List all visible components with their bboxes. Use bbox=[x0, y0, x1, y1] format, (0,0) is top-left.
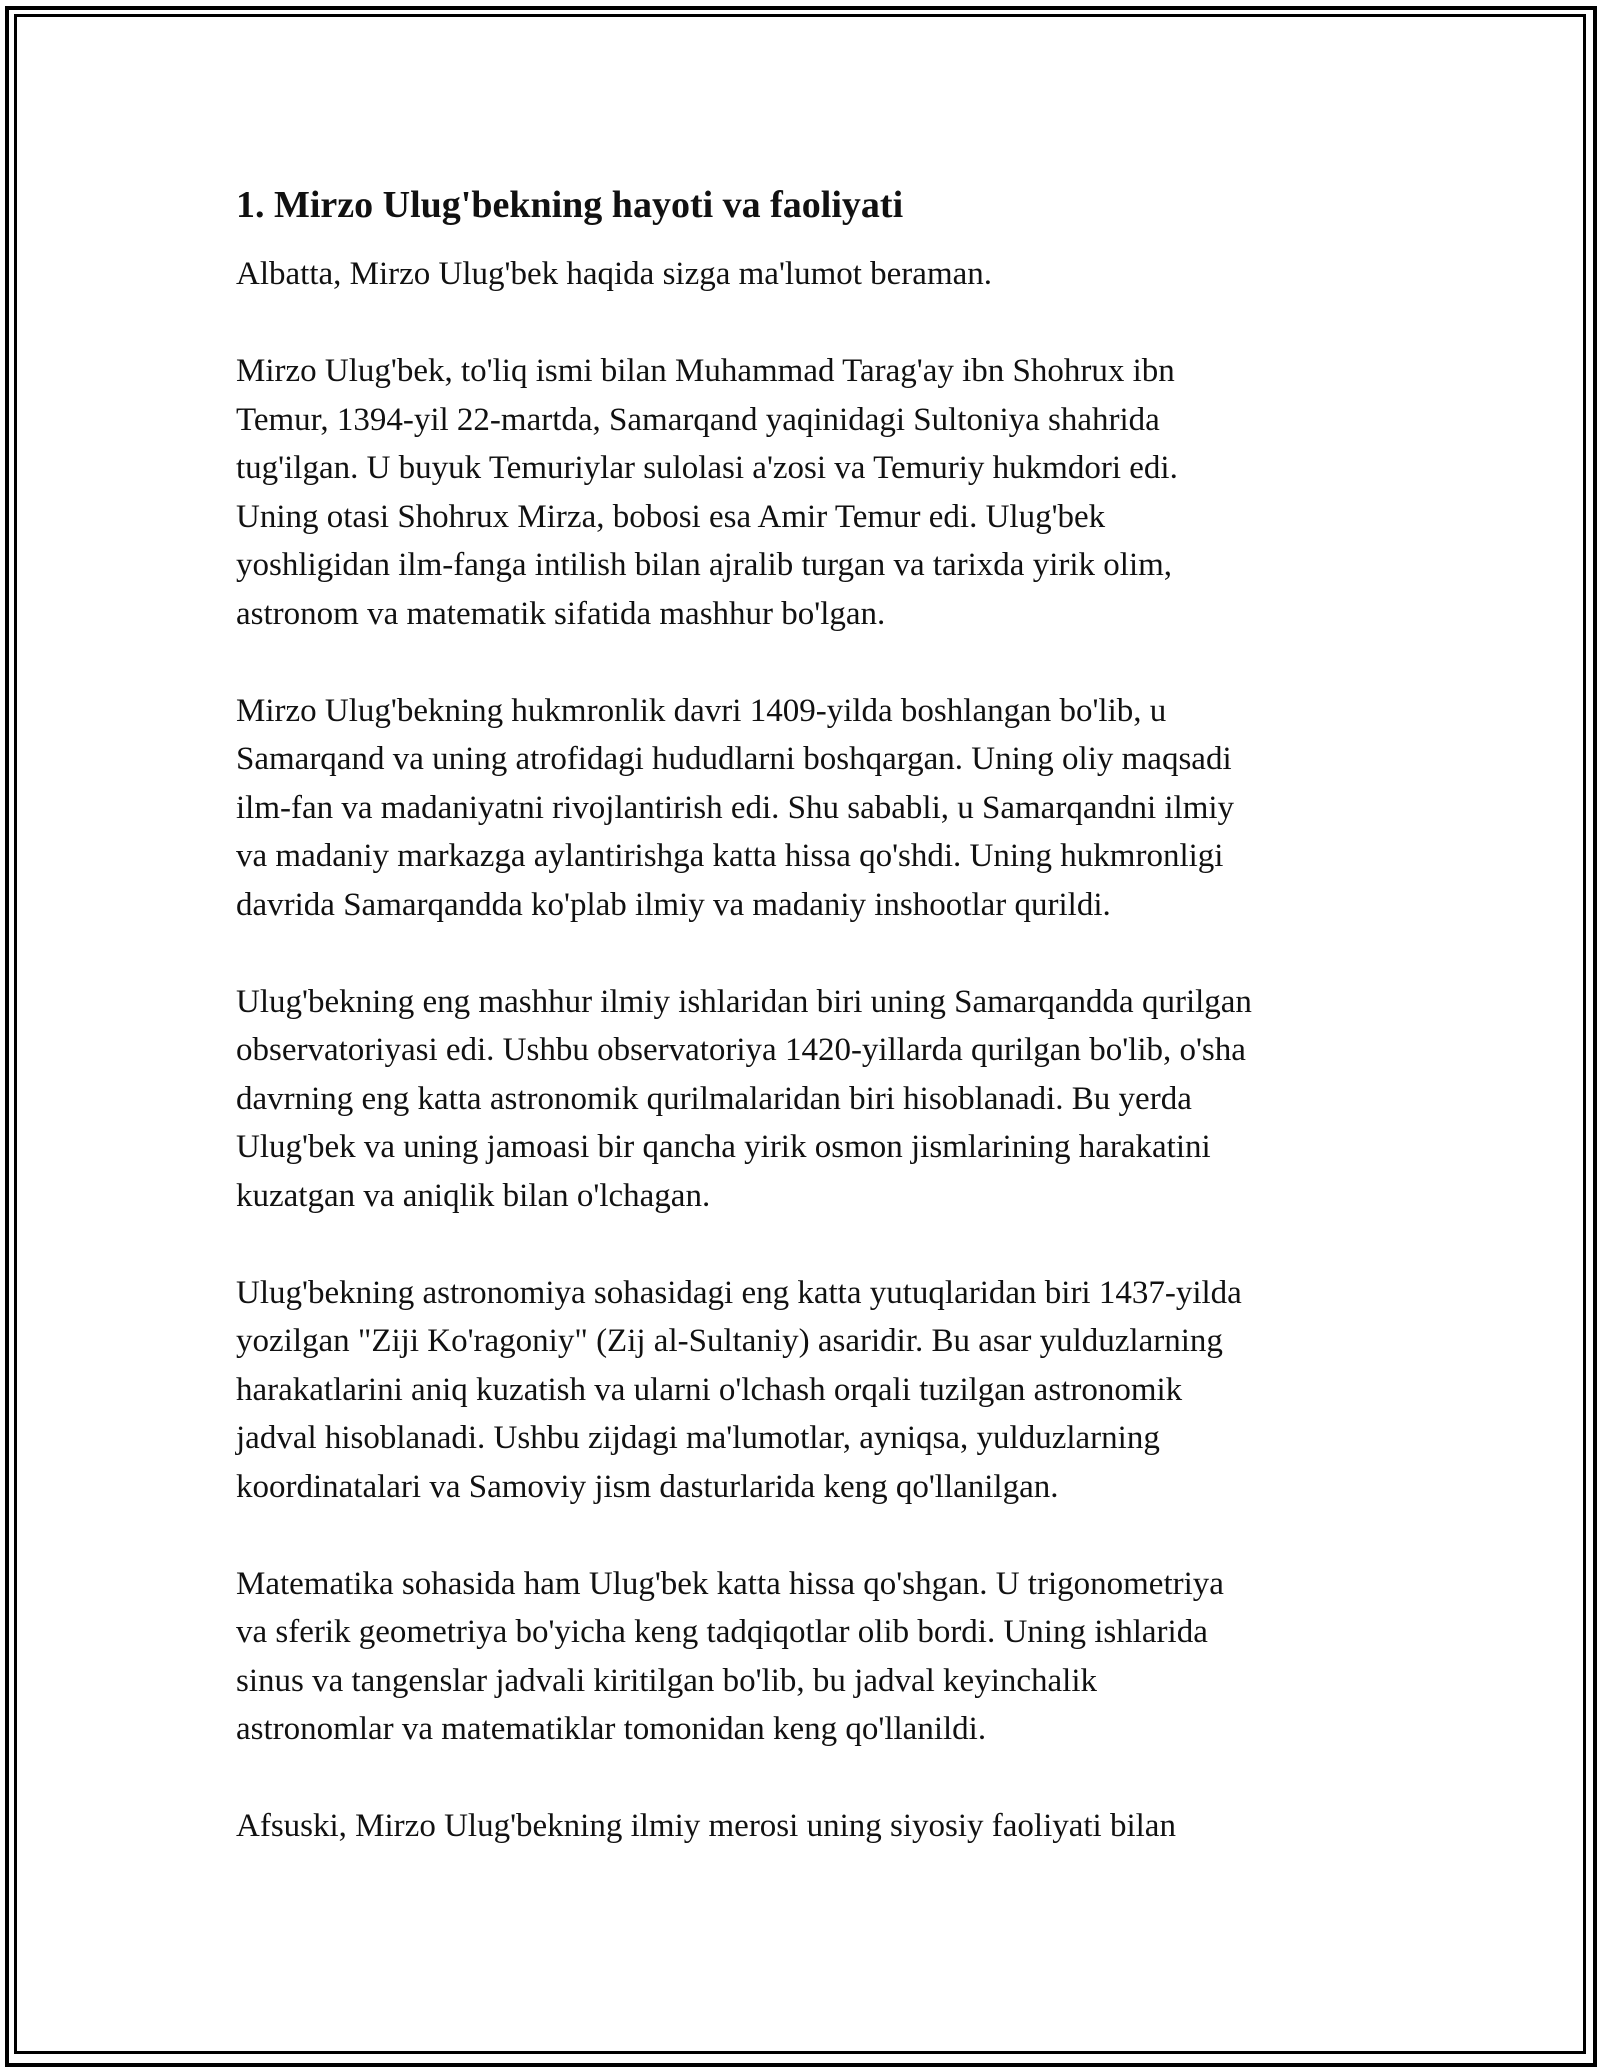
paragraph-legacy: Afsuski, Mirzo Ulug'bekning ilmiy merosi uning siyosiy faoliyati bilan bbox=[236, 1808, 1176, 1844]
paragraph-mathematics: Matematika sohasida ham Ulug'bek katta hissa qo'shgan. U trigonometriya va sferik geometriya bo'yicha keng tadqiqotlar olib bordi. Uning ishlarida sinus va tangenslar jadvali kiritilgan bo'lib, bu jadval keyinchalik astronomlar va matematiklar tomonidan keng qo'llanildi. bbox=[236, 1565, 1224, 1747]
paragraph-biography: Mirzo Ulug'bek, to'liq ismi bilan Muhammad Tarag'ay ibn Shohrux ibn Temur, 1394-yil 22-martda, Samarqand yaqinidagi Sultoniya shahrida tug'ilgan. U buyuk Temuriylar sulolasi a'zosi va Temuriy hukmdori edi. Uning otasi Shohrux Mirza, bobosi esa Amir Temur edi. Ulug'bek yoshligidan ilm-fanga intilish bilan ajralib turgan va tarixda yirik olim, astronom va matematik sifatida mashhur bo'lgan. bbox=[236, 353, 1178, 632]
paragraph-intro: Albatta, Mirzo Ulug'bek haqida sizga ma'lumot beraman. bbox=[236, 256, 993, 292]
paragraph-astronomy: Ulug'bekning astronomiya sohasidagi eng katta yutuqlaridan biri 1437-yilda yozilgan "Ziji Ko'ragoniy" (Zij al-Sultaniy) asaridir. Bu asar yulduzlarning harakatlarini aniq kuzatish va ularni o'lchash orqali tuzilgan astronomik jadval hisoblanadi. Ushbu zijdagi ma'lumotlar, ayniqsa, yulduzlarning koordinatalari va Samoviy jism dasturlarida keng qo'llanilgan. bbox=[236, 1274, 1242, 1505]
paragraph-observatory: Ulug'bekning eng mashhur ilmiy ishlaridan biri uning Samarqandda qurilgan observatoriyasi edi. Ushbu observatoriya 1420-yillarda qurilgan bo'lib, o'sha davrning eng katta astronomik qurilmalaridan biri hisoblanadi. Bu yerda Ulug'bek va uning jamoasi bir qancha yirik osmon jismlarining harakatini kuzatgan va aniqlik bilan o'lchagan. bbox=[236, 983, 1252, 1214]
paragraph-reign: Mirzo Ulug'bekning hukmronlik davri 1409-yilda boshlangan bo'lib, u Samarqand va uning atrofidagi hududlarni boshqargan. Uning oliy maqsadi ilm-fan va madaniyatni rivojlantirish edi. Shu sababli, u Samarqandni ilmiy va madaniy markazga aylantirishga katta hissa qo'shdi. Uning hukmronligi davrida Samarqandda ko'plab ilmiy va madaniy inshootlar qurildi. bbox=[236, 692, 1235, 923]
section-heading: 1. Mirzo Ulug'bekning hayoti va faoliyati bbox=[236, 184, 904, 226]
document-body bbox=[236, 180, 1416, 1899]
